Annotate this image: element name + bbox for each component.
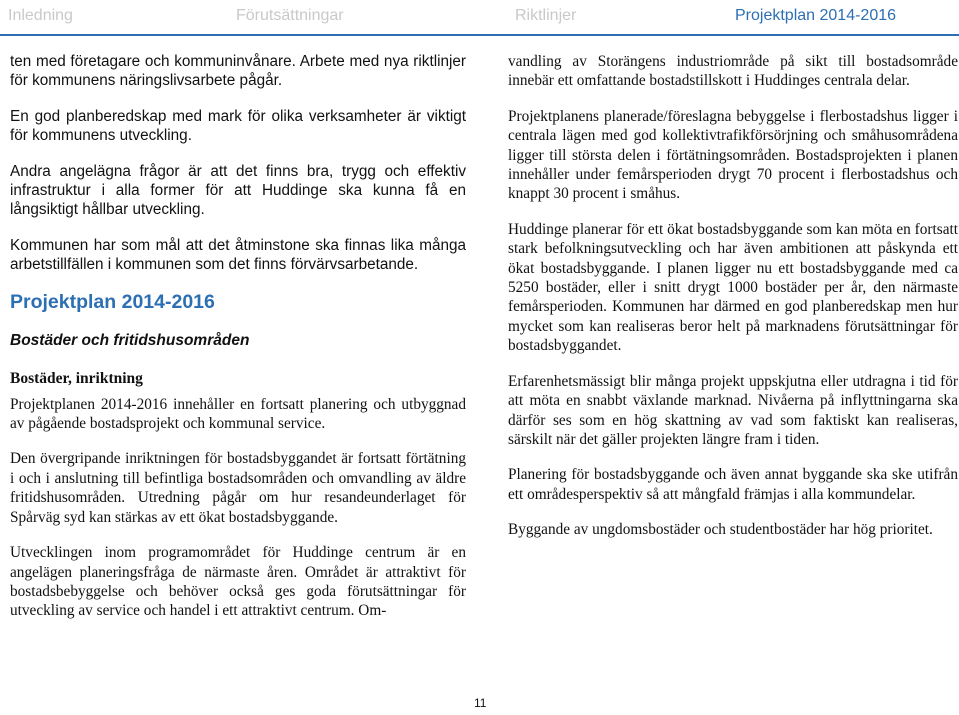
nav-tab-inledning[interactable]: Inledning	[8, 7, 73, 24]
paragraph: Huddinge planerar för ett ökat bostadsbyggande som kan möta en fortsatt stark befolkningsutveckling och har även ambitionen att påskynda ett ökat bostadsbyggande. I planen ligger nu ett bostadsbyggande med ca 5250 bostäder, eller i snitt drygt 1000 bostäder per år, den närmaste femårsperioden. Kommunen har därmed en god planberedskap men hur mycket som kan realiseras beror helt på marknadens förutsättningar för bostadsbyggandet.	[508, 220, 958, 355]
section-heading: Bostäder och fritidshusområden	[10, 331, 250, 349]
paragraph: ten med företagare och kommuninvånare. Arbete med nya riktlinjer för kommunens näringslivsarbete pågår.	[10, 53, 466, 90]
left-column	[10, 52, 466, 637]
paragraph: Den övergripande inriktningen för bostadsbyggandet är fortsatt förtätning i och i anslutning till befintliga bostadsområden och omvandling av äldre fritidshusområden. Utredning pågår om hur resandeunderlaget för Spårväg syd kan stärkas av ett ökat bostadsbyggande.	[10, 450, 466, 526]
page-number: 11	[474, 696, 487, 710]
paragraph: Kommunen har som mål att det åtminstone ska finnas lika många arbetstillfällen i kommunen som det finns förvärvsarbetande.	[10, 236, 466, 274]
paragraph: En god planberedskap med mark för olika verksamheter är viktigt för kommunens utveckling.	[10, 107, 466, 145]
paragraph: Byggande av ungdomsbostäder och studentbostäder har hög prioritet.	[508, 521, 933, 539]
top-navigation	[0, 0, 959, 36]
subsection-heading: Bostäder, inriktning	[10, 369, 143, 387]
nav-tab-projektplan[interactable]: Projektplan 2014-2016	[735, 7, 897, 24]
paragraph: Erfarenhetsmässigt blir många projekt uppskjutna eller utdragna i tid för att möta en snabbt växlande marknad. Nivåerna på inflyttningarna ska därför ses som en hög skattning av vad som faktiskt kan realiseras, särskilt när det gäller projekten längre fram i tiden.	[508, 372, 958, 448]
paragraph: Andra angelägna frågor är att det finns bra, trygg och effektiv infrastruktur i alla former för att Huddinge ska kunna få en långsiktigt hållbar utveckling.	[10, 162, 466, 219]
nav-tab-forutsattningar[interactable]: Förutsättningar	[236, 7, 344, 24]
right-column	[508, 52, 958, 556]
paragraph: Utvecklingen inom programområdet för Huddinge centrum är en angelägen planeringsfråga de närmaste åren. Området är attraktivt för bostadsbebyggelse och behöver också ges goda förutsättningar för utveckling av service och handel i ett attraktivt centrum. Om-	[10, 544, 466, 620]
paragraph: Projektplanen 2014-2016 innehåller en fortsatt planering och utbyggnad av pågående bostadsprojekt och kommunal service.	[10, 395, 466, 433]
paragraph: Planering för bostadsbyggande och även annat byggande ska ske utifrån ett områdesperspektiv så att mångfald främjas i alla kommundelar.	[508, 466, 958, 503]
nav-tab-riktlinjer[interactable]: Riktlinjer	[515, 7, 577, 24]
page-title: Projektplan 2014-2016	[10, 290, 215, 313]
paragraph: vandling av Storängens industriområde på sikt till bostadsområde innebär ett omfattande bostadstillskott i Huddinges centrala delar.	[508, 53, 958, 90]
paragraph: Projektplanens planerade/föreslagna bebyggelse i flerbostadshus ligger i centrala lägen med god kollektivtrafikförsörjning och småhusområdena ligger till största delen i förtätningsområden. Bostadsprojekten i planen innehåller under femårsperioden drygt 70 procent i flerbostadshus och knappt 30 procent i småhus.	[508, 107, 958, 203]
